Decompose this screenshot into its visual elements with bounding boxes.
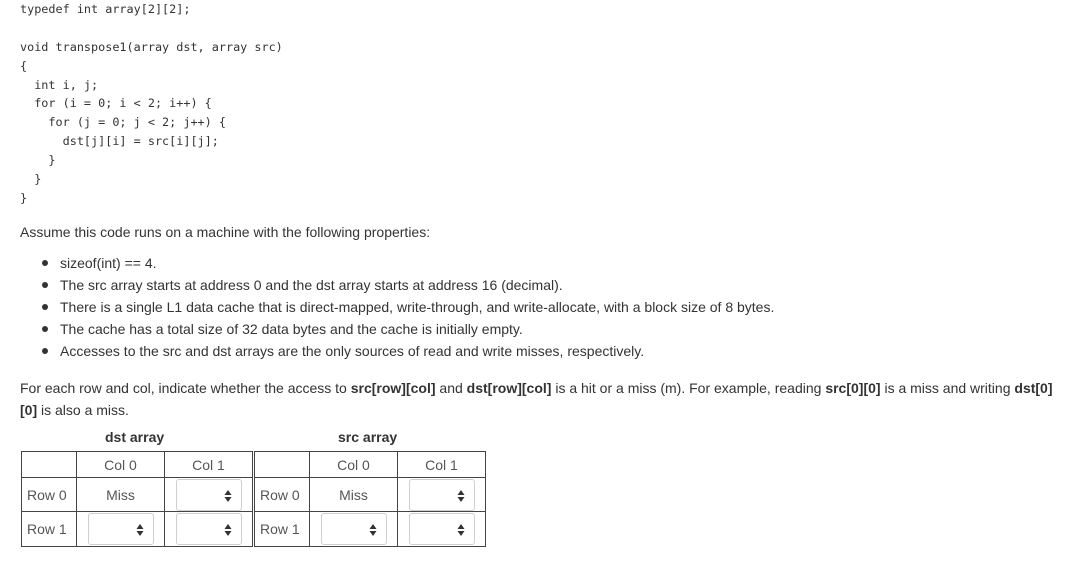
code-line: [20, 19, 283, 38]
list-item: Accesses to the src and dst arrays are the only sources of read and write misses, respectively.: [42, 341, 774, 363]
dst-r0c1-cell: [165, 478, 253, 512]
code-line: int i, j;: [20, 77, 99, 92]
src-r1c1-cell: [398, 512, 486, 547]
row-header: Row 1: [255, 512, 310, 547]
row-header: Row 0: [255, 478, 310, 512]
row-header: Row 1: [22, 512, 77, 547]
dst-r0c0-value: Miss: [77, 478, 165, 512]
code-line: }: [20, 153, 56, 168]
src-array-table: [254, 451, 486, 547]
code-line: dst[j][i] = src[i][j];: [20, 134, 219, 149]
task-text: is also a miss.: [37, 402, 129, 418]
src-r0c0-value: Miss: [310, 478, 398, 512]
select-arrows-icon: [369, 522, 377, 538]
dst-r1c0-select[interactable]: [88, 513, 154, 545]
task-text: For each row and col, indicate whether the access to: [20, 380, 351, 396]
properties-list: [42, 253, 774, 363]
code-line: for (j = 0; j < 2; j++) {: [20, 115, 226, 130]
dst-r1c1-select[interactable]: [176, 513, 242, 545]
select-arrows-icon: [457, 488, 465, 504]
task-term: src[row][col]: [350, 380, 436, 396]
src-r1c0-select[interactable]: [321, 513, 387, 545]
dst-r0c1-select[interactable]: [176, 479, 242, 511]
col-header: Col 0: [77, 452, 165, 478]
dst-array-table: [21, 451, 253, 547]
task-text: is a miss and writing: [880, 380, 1015, 396]
code-line: for (i = 0; i < 2; i++) {: [20, 96, 212, 111]
code-line: }: [20, 172, 42, 187]
corner-cell: [22, 452, 77, 478]
col-header: Col 0: [310, 452, 398, 478]
task-term: src[0][0]: [825, 380, 881, 396]
list-item: The src array starts at address 0 and the dst array starts at address 16 (decimal).: [42, 275, 774, 297]
col-header: Col 1: [398, 452, 486, 478]
dst-table-caption: dst array: [105, 429, 165, 445]
task-instructions: [20, 377, 1060, 421]
src-r0c1-select[interactable]: [409, 479, 475, 511]
select-arrows-icon: [224, 488, 232, 504]
code-line: {: [20, 58, 28, 73]
col-header: Col 1: [165, 452, 253, 478]
task-term: dst[0][0]: [20, 380, 1053, 418]
select-arrows-icon: [224, 522, 232, 538]
src-r0c1-cell: [398, 478, 486, 512]
select-arrows-icon: [136, 522, 144, 538]
select-arrows-icon: [457, 522, 465, 538]
code-line: typedef int array[2][2];: [20, 2, 191, 16]
row-header: Row 0: [22, 478, 77, 512]
intro-text: Assume this code runs on a machine with the following properties:: [20, 224, 431, 240]
code-line: }: [20, 190, 28, 205]
src-r1c1-select[interactable]: [409, 513, 475, 545]
list-item: The cache has a total size of 32 data bytes and the cache is initially empty.: [42, 319, 774, 341]
task-term: dst[row][col]: [466, 380, 552, 396]
list-item: sizeof(int) == 4.: [42, 253, 774, 275]
code-block: [20, 0, 283, 208]
corner-cell: [255, 452, 310, 478]
src-r1c0-cell: [310, 512, 398, 547]
task-text: is a hit or a miss (m). For example, reading: [551, 380, 826, 396]
src-table-caption: src array: [338, 429, 398, 445]
dst-r1c0-cell: [77, 512, 165, 547]
task-text: and: [435, 380, 467, 396]
dst-r1c1-cell: [165, 512, 253, 547]
list-item: There is a single L1 data cache that is direct-mapped, write-through, and write-allocate, with a block size of 8 bytes.: [42, 297, 774, 319]
code-line: void transpose1(array dst, array src): [20, 39, 283, 54]
